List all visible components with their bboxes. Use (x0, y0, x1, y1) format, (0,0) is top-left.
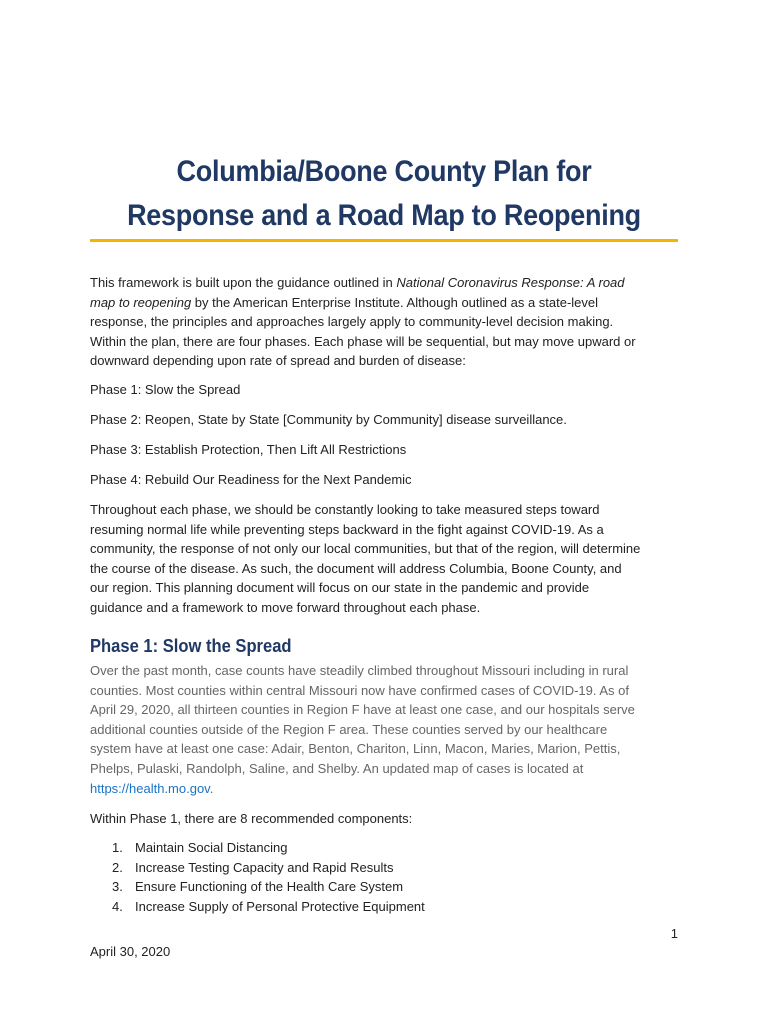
list-item-text: Ensure Functioning of the Health Care System (135, 879, 404, 895)
document-title (90, 150, 678, 238)
phase-1-text-line: additional counties outside of the Region F area. These counties served by our healthcare (90, 721, 608, 737)
list-number: 1. (112, 840, 123, 855)
intro-text: This framework is built upon the guidance outlined in (90, 275, 397, 290)
throughout-line: Throughout each phase, we should be constantly looking to take measured steps toward (90, 502, 600, 517)
intro-source-title: National Coronavirus Response: A road (396, 275, 625, 290)
throughout-line: guidance and a framework to move forward throughout each phase. (90, 599, 481, 615)
health-mo-gov-link[interactable]: https://health.mo.gov (90, 780, 210, 796)
phase-1-text-line: counties. Most counties within central Missouri now have confirmed cases of COVID-19. As of (90, 682, 630, 698)
list-item (112, 858, 425, 878)
intro-paragraph (90, 273, 690, 371)
throughout-paragraph (90, 500, 690, 618)
phase-3-line: Phase 3: Establish Protection, Then Lift All Restrictions (90, 442, 407, 457)
throughout-line: our region. This planning document will focus on our state in the pandemic and provide (90, 580, 590, 596)
link-trailing-period: . (209, 780, 214, 796)
intro-line-3: response, the principles and approaches largely apply to community-level decision making. (90, 314, 614, 330)
title-underline-rule (90, 239, 678, 242)
throughout-line: resuming normal life while preventing steps backward in the fight against COVID-19. As a (90, 521, 604, 537)
phase-1-text-line: system have at least one case: Adair, Benton, Chariton, Linn, Macon, Maries, Marion, Pettis, (90, 741, 621, 757)
phase-4-line: Phase 4: Rebuild Our Readiness for the Next Pandemic (90, 472, 412, 487)
list-item-text: Maintain Social Distancing (135, 840, 288, 855)
list-item (112, 838, 425, 858)
phase-1-text-line: Over the past month, case counts have steadily climbed throughout Missouri including in rural (90, 663, 629, 678)
phase-2-line: Phase 2: Reopen, State by State [Community by Community] disease surveillance. (90, 412, 567, 427)
phase-1-text-line: Phelps, Pulaski, Randolph, Saline, and Shelby. An updated map of cases is located at (90, 760, 584, 776)
intro-line-4: Within the plan, there are four phases. Each phase will be sequential, but may move upward or (90, 333, 636, 349)
page-number: 1 (670, 926, 678, 941)
throughout-line: the course of the disease. As such, the document will address Columbia, Boone County, and (90, 560, 622, 576)
title-line-2: Response and a Road Map to Reopening (127, 199, 641, 232)
list-number: 4. (112, 898, 123, 914)
components-list (112, 838, 425, 916)
footer-date: April 30, 2020 (90, 944, 171, 959)
intro-line-5: downward depending upon rate of spread and burden of disease: (90, 353, 466, 369)
list-item-text: Increase Supply of Personal Protective Equipment (135, 898, 425, 914)
list-item (112, 897, 425, 917)
phase-1-line: Phase 1: Slow the Spread (90, 382, 241, 397)
list-item-text: Increase Testing Capacity and Rapid Results (135, 859, 394, 875)
phase-1-paragraph (90, 661, 690, 798)
list-number: 2. (112, 859, 123, 875)
throughout-line: community, the response of not only our local communities, but that of the region, will determine (90, 541, 641, 557)
list-number: 3. (112, 879, 123, 895)
list-item (112, 877, 425, 897)
within-phase-1-text: Within Phase 1, there are 8 recommended components: (90, 811, 413, 826)
title-line-1: Columbia/Boone County Plan for (176, 155, 592, 188)
intro-text: by the American Enterprise Institute. Although outlined as a state-level (191, 294, 599, 310)
intro-line-1 (90, 273, 690, 293)
intro-source-title-cont: map to reopening (90, 294, 192, 310)
intro-line-2 (90, 293, 690, 313)
phase-1-heading: Phase 1: Slow the Spread (90, 636, 292, 656)
phase-1-text-line: April 29, 2020, all thirteen counties in Region F have at least one case, and our hospitals serve (90, 702, 635, 718)
phase-1-link-line (90, 779, 690, 799)
